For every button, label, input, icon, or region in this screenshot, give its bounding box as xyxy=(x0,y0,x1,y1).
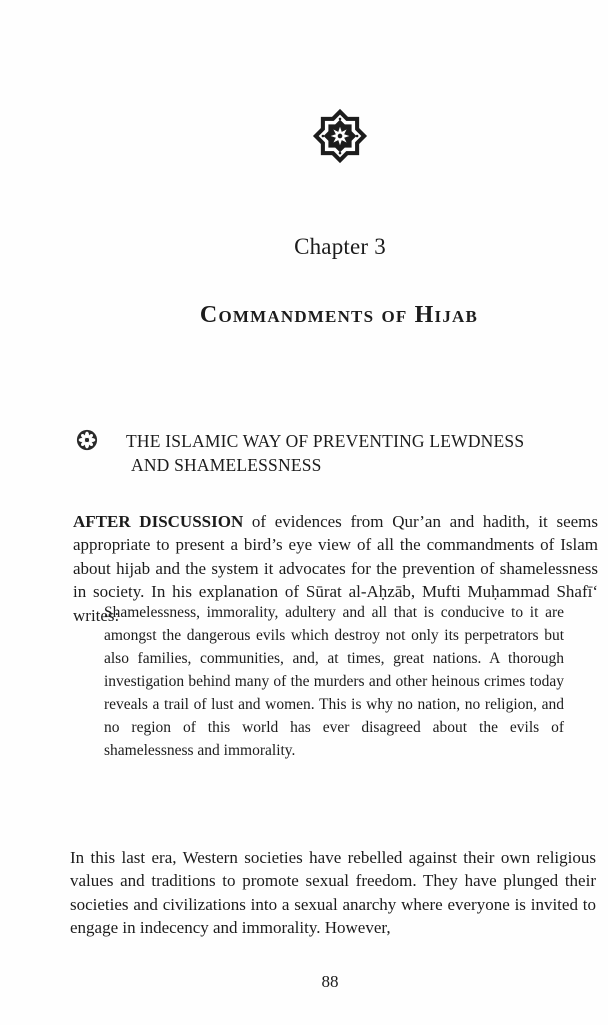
page-number: 88 xyxy=(321,972,339,991)
section-heading-line2: AND SHAMELESSNESS xyxy=(131,455,322,475)
section-heading-line1: THE ISLAMIC WAY OF PREVENTING LEWDNESS xyxy=(126,431,525,451)
paragraph-lead-words: AFTER DISCUSSION xyxy=(73,512,244,531)
eight-point-star-ornament-icon xyxy=(311,107,369,165)
paragraph-western-societies: In this last era, Western societies have rebelled against their own religious values and traditions to promote sexual freedom. They have plunged their societies and civilizations into a sexual anarchy where everyone is invited to engage in indecency and immorality. However, xyxy=(70,848,596,938)
block-quote: Shamelessness, immorality, adultery and all that is conducive to it are amongst the dangerous evils which destroy not only its perpetrators but also families, communities, and, at times, great nations. A thorough investigation behind many of the murders and other heinous crimes today reveals a trail of lust and women. This is why no nation, no religion, and no region of this world has ever disagreed about the evils of shamelessness and immorality. xyxy=(104,604,564,759)
chapter-title: Commandments of Hijab xyxy=(199,302,479,328)
paragraph-intro-text: of evidences from Qur’an and hadith, it seems appropriate to present a bird’s eye view of all the commandments of Islam about hijab and the system it advocates for the prevention of shamelessness in society. In his explanation of Sūrat al-Aḥzāb, Mufti Muḥammad Shafī‘ writes: xyxy=(73,512,599,625)
section-heading-text xyxy=(126,429,596,477)
rosette-bullet-icon xyxy=(76,429,98,451)
chapter-label: Chapter 3 xyxy=(294,234,386,259)
